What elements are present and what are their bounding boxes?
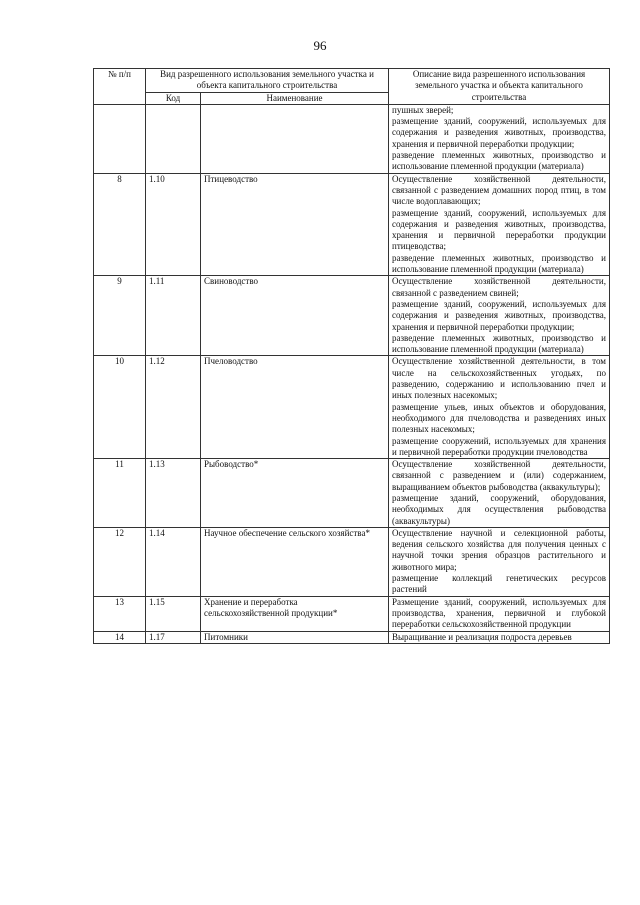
cell-description — [389, 356, 610, 459]
description-paragraph: размещение зданий, сооружений, используемых для содержания и разведения животных, производства, хранения и первичной переработки продукции; — [392, 116, 606, 149]
description-paragraph: Выращивание и реализация подроста деревьев — [392, 631, 572, 642]
cell-code: 1.12 — [146, 356, 201, 459]
cell-code: 1.14 — [146, 527, 201, 596]
header-use-type: Вид разрешенного использования земельного участка и объекта капитального строительства — [146, 69, 389, 93]
table-row-continuation — [94, 104, 610, 173]
page-number: 96 — [313, 38, 327, 53]
table-row — [94, 527, 610, 596]
header-name: Наименование — [201, 92, 389, 104]
cell-description — [389, 104, 610, 173]
cell-number: 14 — [94, 631, 146, 643]
table-row — [94, 459, 610, 528]
cell-name: Свиноводство — [201, 276, 389, 356]
description-paragraph: Осуществление хозяйственной деятельности, в том числе на сельскохозяйственных угодьях, по разведению, содержанию и использованию пчел и иных полезных насекомых; — [392, 356, 606, 401]
description-paragraph: Осуществление хозяйственной деятельности, связанной с разведением и (или) содержанием, выращиванием объектов рыбоводства (аквакультуры); — [392, 459, 606, 492]
description-paragraph: размещение зданий, сооружений, используемых для содержания и разведения животных, производства, хранения и первичной переработки продукции; — [392, 298, 606, 332]
table-row — [94, 356, 610, 459]
cell-description — [389, 631, 610, 643]
cell-description — [389, 459, 610, 528]
cell-number — [94, 104, 146, 173]
cell-code: 1.11 — [146, 276, 201, 356]
description-paragraph: размещение сооружений, используемых для хранения и первичной переработки продукции пчеловодства — [392, 435, 606, 457]
cell-name: Научное обеспечение сельского хозяйства* — [201, 527, 389, 596]
cell-name: Пчеловодство — [201, 356, 389, 459]
table-body — [94, 104, 610, 643]
header-code: Код — [146, 92, 201, 104]
cell-description — [389, 173, 610, 276]
cell-name: Хранение и переработка сельскохозяйственной продукции* — [201, 596, 389, 631]
description-paragraph: Размещение зданий, сооружений, используемых для производства, хранения, первичной и глубокой переработки сельскохозяйственной продукции — [392, 596, 606, 630]
cell-name — [201, 104, 389, 173]
header-number: № п/п — [94, 69, 146, 105]
cell-number: 12 — [94, 527, 146, 596]
cell-number: 11 — [94, 459, 146, 528]
description-paragraph: Осуществление хозяйственной деятельности, связанной с разведением свиней; — [392, 276, 606, 298]
cell-number: 10 — [94, 356, 146, 459]
description-paragraph: разведение племенных животных, производство и использование племенной продукции (материала) — [392, 332, 606, 355]
cell-name: Питомники — [201, 631, 389, 643]
description-paragraph: размещение коллекций генетических ресурсов растений — [392, 573, 606, 595]
description-paragraph: размещение ульев, иных объектов и оборудования, необходимого для пчеловодства и разведениях иных полезных насекомых; — [392, 401, 606, 435]
cell-code: 1.17 — [146, 631, 201, 643]
description-paragraph: Осуществление научной и селекционной работы, ведения сельского хозяйства для получения ценных с научной точки зрения образцов растительного и животного мира; — [392, 527, 606, 572]
cell-description — [389, 276, 610, 356]
description-paragraph: разведение племенных животных, производство и использование племенной продукции (материала) — [392, 150, 606, 172]
cell-code: 1.13 — [146, 459, 201, 528]
cell-name: Птицеводство — [201, 173, 389, 276]
header-description: Описание вида разрешенного использования земельного участка и объекта капитального строительства — [389, 69, 610, 105]
cell-code: 1.15 — [146, 596, 201, 631]
cell-number: 13 — [94, 596, 146, 631]
description-paragraph: размещение зданий, сооружений, оборудования, необходимых для осуществления рыбоводства (аквакультуры) — [392, 492, 606, 526]
cell-number: 8 — [94, 173, 146, 276]
description-paragraph: пушных зверей; — [392, 104, 454, 115]
description-paragraph: разведение племенных животных, производство и использование племенной продукции (материала) — [392, 252, 606, 275]
cell-code: 1.10 — [146, 173, 201, 276]
description-paragraph: Осуществление хозяйственной деятельности, связанной с разведением домашних пород птиц, в том числе водоплавающих; — [392, 173, 606, 207]
table-row — [94, 173, 610, 276]
table-row — [94, 276, 610, 356]
cell-number: 9 — [94, 276, 146, 356]
table-header-row — [94, 69, 610, 93]
cell-name: Рыбоводство* — [201, 459, 389, 528]
table-row — [94, 596, 610, 631]
cell-code — [146, 104, 201, 173]
description-paragraph: размещение зданий, сооружений, используемых для содержания и разведения животных, производства, хранения и первичной переработки продукции птицеводства; — [392, 207, 606, 252]
cell-description — [389, 596, 610, 631]
cell-description — [389, 527, 610, 596]
land-use-table — [93, 68, 610, 644]
table-row — [94, 631, 610, 643]
